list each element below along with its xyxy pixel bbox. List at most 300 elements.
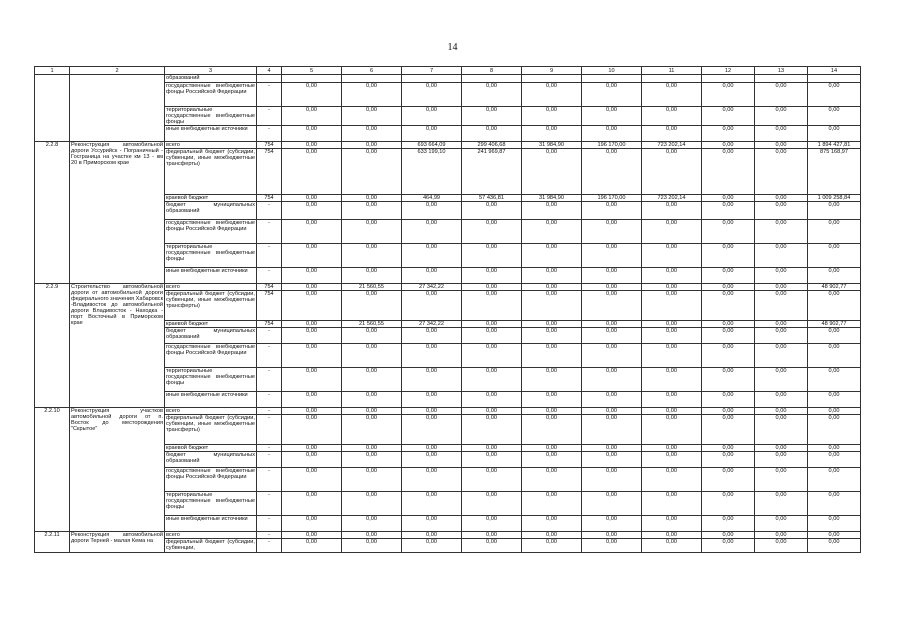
amount-cell: 0,00 bbox=[642, 268, 702, 284]
amount-cell: 0,00 bbox=[702, 83, 755, 107]
amount-cell: 27 342,22 bbox=[402, 321, 462, 328]
amount-cell: 0,00 bbox=[522, 392, 582, 408]
amount-cell: 0,00 bbox=[462, 452, 522, 468]
amount-cell: 0,00 bbox=[642, 126, 702, 142]
amount-cell: 0,00 bbox=[282, 445, 342, 452]
amount-cell: 0,00 bbox=[642, 291, 702, 321]
amount-cell: 0,00 bbox=[342, 532, 402, 539]
amount-cell: 0,00 bbox=[402, 532, 462, 539]
amount-cell: 0,00 bbox=[462, 539, 522, 553]
amount-cell: 0,00 bbox=[582, 392, 642, 408]
item-name: Реконструкция автомобильной дороги Уссурийск - Пограничный - Госграница на участке км 13 - км 20 в Приморском крае bbox=[70, 142, 165, 284]
amount-cell: 0,00 bbox=[342, 368, 402, 392]
amount-cell: 0,00 bbox=[462, 321, 522, 328]
executor-code: - bbox=[257, 344, 282, 368]
amount-cell: 0,00 bbox=[342, 539, 402, 553]
amount-cell: 0,00 bbox=[755, 408, 808, 415]
amount-cell: 241 969,87 bbox=[462, 149, 522, 195]
amount-cell: 723 202,14 bbox=[642, 142, 702, 149]
amount-cell: 196 170,00 bbox=[582, 142, 642, 149]
amount-cell: 0,00 bbox=[402, 202, 462, 220]
amount-cell: 0,00 bbox=[522, 220, 582, 244]
executor-code: - bbox=[257, 408, 282, 415]
amount-cell: 0,00 bbox=[402, 244, 462, 268]
col-header: 1 bbox=[35, 67, 70, 75]
col-header: 11 bbox=[642, 67, 702, 75]
amount-cell: 0,00 bbox=[582, 220, 642, 244]
amount-cell: 0,00 bbox=[282, 142, 342, 149]
col-header: 3 bbox=[165, 67, 257, 75]
item-index: 2.2.10 bbox=[35, 408, 70, 532]
amount-cell: 723 202,14 bbox=[642, 195, 702, 202]
amount-cell: 0,00 bbox=[462, 284, 522, 291]
amount-cell: 0,00 bbox=[282, 107, 342, 126]
amount-cell: 31 984,90 bbox=[522, 195, 582, 202]
col-header: 5 bbox=[282, 67, 342, 75]
col-header: 4 bbox=[257, 67, 282, 75]
funding-source: образований bbox=[165, 75, 257, 83]
amount-cell: 0,00 bbox=[282, 468, 342, 492]
amount-cell: 0,00 bbox=[755, 291, 808, 321]
amount-cell: 0,00 bbox=[808, 328, 861, 344]
amount-cell bbox=[522, 75, 582, 83]
funding-source: бюджет муниципальных образований bbox=[165, 452, 257, 468]
amount-cell: 0,00 bbox=[402, 452, 462, 468]
amount-cell: 0,00 bbox=[282, 244, 342, 268]
amount-cell: 0,00 bbox=[462, 516, 522, 532]
amount-cell: 0,00 bbox=[582, 468, 642, 492]
amount-cell: 0,00 bbox=[808, 202, 861, 220]
amount-cell: 0,00 bbox=[402, 516, 462, 532]
amount-cell: 0,00 bbox=[582, 328, 642, 344]
executor-code: - bbox=[257, 220, 282, 244]
amount-cell: 0,00 bbox=[702, 392, 755, 408]
amount-cell: 0,00 bbox=[642, 392, 702, 408]
amount-cell: 0,00 bbox=[755, 83, 808, 107]
amount-cell: 0,00 bbox=[755, 244, 808, 268]
amount-cell: 0,00 bbox=[702, 126, 755, 142]
amount-cell: 0,00 bbox=[702, 368, 755, 392]
amount-cell: 0,00 bbox=[462, 244, 522, 268]
table-row bbox=[35, 142, 861, 149]
amount-cell: 0,00 bbox=[282, 149, 342, 195]
amount-cell bbox=[342, 75, 402, 83]
amount-cell: 0,00 bbox=[522, 107, 582, 126]
amount-cell: 0,00 bbox=[702, 142, 755, 149]
amount-cell: 0,00 bbox=[582, 368, 642, 392]
executor-code: - bbox=[257, 202, 282, 220]
amount-cell: 0,00 bbox=[642, 321, 702, 328]
amount-cell: 0,00 bbox=[702, 195, 755, 202]
amount-cell: 0,00 bbox=[808, 516, 861, 532]
amount-cell: 693 664,09 bbox=[402, 142, 462, 149]
amount-cell: 0,00 bbox=[702, 202, 755, 220]
amount-cell: 0,00 bbox=[642, 328, 702, 344]
amount-cell: 0,00 bbox=[702, 516, 755, 532]
amount-cell: 0,00 bbox=[582, 268, 642, 284]
amount-cell: 0,00 bbox=[642, 344, 702, 368]
amount-cell: 0,00 bbox=[462, 126, 522, 142]
amount-cell: 0,00 bbox=[702, 492, 755, 516]
funding-source: всего bbox=[165, 142, 257, 149]
amount-cell: 0,00 bbox=[402, 415, 462, 445]
amount-cell: 0,00 bbox=[642, 408, 702, 415]
amount-cell: 0,00 bbox=[522, 321, 582, 328]
executor-code: - bbox=[257, 83, 282, 107]
amount-cell: 0,00 bbox=[342, 468, 402, 492]
amount-cell: 0,00 bbox=[642, 532, 702, 539]
item-name: Строительство автомобильной дороги от автомобильной дороги федерального значения Хабаровск -Владивосток до автомобильной дороги Владивосток - Находка - порт Восточный в Приморском крае bbox=[70, 284, 165, 408]
amount-cell: 0,00 bbox=[282, 368, 342, 392]
amount-cell: 0,00 bbox=[702, 220, 755, 244]
executor-code: - bbox=[257, 516, 282, 532]
amount-cell: 0,00 bbox=[808, 344, 861, 368]
amount-cell: 0,00 bbox=[342, 445, 402, 452]
amount-cell: 0,00 bbox=[282, 392, 342, 408]
amount-cell: 0,00 bbox=[808, 445, 861, 452]
funding-source: государственные внебюджетные фонды Российской Федерации bbox=[165, 83, 257, 107]
amount-cell: 1 894 427,81 bbox=[808, 142, 861, 149]
amount-cell: 0,00 bbox=[808, 408, 861, 415]
amount-cell: 48 902,77 bbox=[808, 284, 861, 291]
amount-cell: 0,00 bbox=[342, 107, 402, 126]
executor-code: - bbox=[257, 532, 282, 539]
executor-code: 754 bbox=[257, 195, 282, 202]
amount-cell: 0,00 bbox=[282, 284, 342, 291]
amount-cell: 0,00 bbox=[702, 291, 755, 321]
amount-cell: 0,00 bbox=[522, 539, 582, 553]
amount-cell: 0,00 bbox=[462, 415, 522, 445]
amount-cell: 0,00 bbox=[808, 532, 861, 539]
amount-cell: 0,00 bbox=[462, 344, 522, 368]
amount-cell bbox=[402, 75, 462, 83]
amount-cell: 0,00 bbox=[282, 126, 342, 142]
amount-cell: 0,00 bbox=[808, 126, 861, 142]
amount-cell: 0,00 bbox=[402, 539, 462, 553]
amount-cell: 0,00 bbox=[808, 291, 861, 321]
amount-cell: 633 199,10 bbox=[402, 149, 462, 195]
amount-cell: 0,00 bbox=[342, 268, 402, 284]
amount-cell: 0,00 bbox=[522, 532, 582, 539]
amount-cell: 0,00 bbox=[755, 344, 808, 368]
amount-cell: 0,00 bbox=[702, 268, 755, 284]
amount-cell: 0,00 bbox=[582, 284, 642, 291]
amount-cell: 0,00 bbox=[755, 284, 808, 291]
amount-cell: 0,00 bbox=[755, 220, 808, 244]
amount-cell: 0,00 bbox=[582, 321, 642, 328]
amount-cell: 0,00 bbox=[582, 149, 642, 195]
amount-cell: 0,00 bbox=[755, 392, 808, 408]
amount-cell: 0,00 bbox=[702, 532, 755, 539]
funding-source: государственные внебюджетные фонды Российской Федерации bbox=[165, 220, 257, 244]
amount-cell: 0,00 bbox=[402, 344, 462, 368]
amount-cell: 0,00 bbox=[808, 392, 861, 408]
item-index bbox=[35, 75, 70, 142]
amount-cell: 0,00 bbox=[755, 321, 808, 328]
amount-cell: 0,00 bbox=[342, 202, 402, 220]
amount-cell: 0,00 bbox=[402, 83, 462, 107]
amount-cell: 0,00 bbox=[755, 195, 808, 202]
table-body bbox=[35, 75, 861, 553]
amount-cell bbox=[282, 75, 342, 83]
amount-cell: 0,00 bbox=[642, 244, 702, 268]
amount-cell: 0,00 bbox=[702, 328, 755, 344]
amount-cell: 0,00 bbox=[402, 392, 462, 408]
executor-code: - bbox=[257, 468, 282, 492]
col-header: 9 bbox=[522, 67, 582, 75]
amount-cell: 0,00 bbox=[342, 142, 402, 149]
executor-code: - bbox=[257, 244, 282, 268]
amount-cell: 0,00 bbox=[702, 415, 755, 445]
amount-cell: 31 984,90 bbox=[522, 142, 582, 149]
amount-cell: 0,00 bbox=[642, 368, 702, 392]
amount-cell: 0,00 bbox=[582, 107, 642, 126]
amount-cell: 0,00 bbox=[462, 532, 522, 539]
amount-cell: 0,00 bbox=[342, 244, 402, 268]
amount-cell: 464,99 bbox=[402, 195, 462, 202]
amount-cell: 0,00 bbox=[702, 408, 755, 415]
amount-cell: 0,00 bbox=[402, 268, 462, 284]
amount-cell: 21 560,55 bbox=[342, 284, 402, 291]
amount-cell: 0,00 bbox=[808, 268, 861, 284]
amount-cell: 0,00 bbox=[342, 415, 402, 445]
page-number: 14 bbox=[447, 42, 458, 53]
executor-code: - bbox=[257, 268, 282, 284]
amount-cell: 0,00 bbox=[755, 268, 808, 284]
amount-cell: 0,00 bbox=[808, 539, 861, 553]
amount-cell: 0,00 bbox=[282, 220, 342, 244]
amount-cell: 21 560,55 bbox=[342, 321, 402, 328]
amount-cell: 0,00 bbox=[582, 516, 642, 532]
amount-cell: 0,00 bbox=[808, 368, 861, 392]
amount-cell: 0,00 bbox=[342, 392, 402, 408]
amount-cell: 0,00 bbox=[282, 202, 342, 220]
amount-cell bbox=[462, 75, 522, 83]
amount-cell: 0,00 bbox=[582, 415, 642, 445]
amount-cell: 27 342,22 bbox=[402, 284, 462, 291]
executor-code: 754 bbox=[257, 291, 282, 321]
amount-cell: 0,00 bbox=[522, 126, 582, 142]
amount-cell: 0,00 bbox=[462, 468, 522, 492]
amount-cell: 0,00 bbox=[755, 452, 808, 468]
header-row bbox=[35, 67, 861, 75]
amount-cell: 0,00 bbox=[342, 220, 402, 244]
amount-cell: 0,00 bbox=[402, 220, 462, 244]
amount-cell: 0,00 bbox=[755, 368, 808, 392]
executor-code: - bbox=[257, 415, 282, 445]
amount-cell: 0,00 bbox=[582, 539, 642, 553]
amount-cell: 0,00 bbox=[342, 83, 402, 107]
amount-cell: 0,00 bbox=[702, 149, 755, 195]
amount-cell: 0,00 bbox=[282, 195, 342, 202]
amount-cell: 0,00 bbox=[402, 291, 462, 321]
amount-cell: 0,00 bbox=[342, 516, 402, 532]
amount-cell: 0,00 bbox=[702, 244, 755, 268]
amount-cell: 0,00 bbox=[402, 408, 462, 415]
amount-cell: 0,00 bbox=[755, 492, 808, 516]
item-index: 2.2.9 bbox=[35, 284, 70, 408]
amount-cell bbox=[808, 75, 861, 83]
amount-cell: 0,00 bbox=[702, 445, 755, 452]
amount-cell bbox=[642, 75, 702, 83]
table-row bbox=[35, 532, 861, 539]
executor-code: 754 bbox=[257, 142, 282, 149]
funding-source: бюджет муниципальных образований bbox=[165, 328, 257, 344]
amount-cell: 0,00 bbox=[282, 344, 342, 368]
funding-source: федеральный бюджет (субсидии, субвенции, иные межбюджетные трансферты) bbox=[165, 291, 257, 321]
executor-code: 754 bbox=[257, 321, 282, 328]
executor-code: 754 bbox=[257, 284, 282, 291]
table-row bbox=[35, 284, 861, 291]
amount-cell: 0,00 bbox=[755, 328, 808, 344]
amount-cell: 0,00 bbox=[755, 539, 808, 553]
amount-cell: 0,00 bbox=[342, 291, 402, 321]
executor-code: - bbox=[257, 107, 282, 126]
amount-cell: 0,00 bbox=[808, 83, 861, 107]
amount-cell: 0,00 bbox=[642, 468, 702, 492]
amount-cell: 0,00 bbox=[582, 126, 642, 142]
amount-cell: 0,00 bbox=[582, 291, 642, 321]
item-name bbox=[70, 75, 165, 142]
amount-cell: 0,00 bbox=[522, 83, 582, 107]
amount-cell: 0,00 bbox=[755, 532, 808, 539]
col-header: 6 bbox=[342, 67, 402, 75]
amount-cell: 0,00 bbox=[642, 452, 702, 468]
executor-code: - bbox=[257, 392, 282, 408]
amount-cell: 0,00 bbox=[808, 415, 861, 445]
amount-cell: 0,00 bbox=[642, 220, 702, 244]
executor-code: - bbox=[257, 452, 282, 468]
amount-cell: 0,00 bbox=[702, 539, 755, 553]
amount-cell: 0,00 bbox=[342, 328, 402, 344]
executor-code: - bbox=[257, 126, 282, 142]
amount-cell: 0,00 bbox=[402, 445, 462, 452]
amount-cell: 0,00 bbox=[462, 328, 522, 344]
amount-cell: 0,00 bbox=[702, 468, 755, 492]
funding-source: краевой бюджет bbox=[165, 321, 257, 328]
funding-source: территориальные государственные внебюджетные фонды bbox=[165, 368, 257, 392]
funding-source: бюджет муниципальных образований bbox=[165, 202, 257, 220]
budget-table bbox=[34, 66, 861, 553]
amount-cell: 0,00 bbox=[402, 126, 462, 142]
amount-cell: 0,00 bbox=[342, 408, 402, 415]
amount-cell: 0,00 bbox=[755, 126, 808, 142]
amount-cell: 0,00 bbox=[702, 107, 755, 126]
amount-cell: 0,00 bbox=[522, 291, 582, 321]
amount-cell: 0,00 bbox=[522, 149, 582, 195]
amount-cell: 0,00 bbox=[402, 368, 462, 392]
amount-cell: 0,00 bbox=[582, 408, 642, 415]
amount-cell: 0,00 bbox=[642, 539, 702, 553]
amount-cell: 0,00 bbox=[522, 492, 582, 516]
amount-cell: 0,00 bbox=[582, 244, 642, 268]
funding-source: федеральный бюджет (субсидии, субвенции, иные межбюджетные трансферты) bbox=[165, 415, 257, 445]
amount-cell: 0,00 bbox=[702, 321, 755, 328]
executor-code: - bbox=[257, 492, 282, 516]
amount-cell: 0,00 bbox=[462, 220, 522, 244]
col-header: 2 bbox=[70, 67, 165, 75]
amount-cell bbox=[755, 75, 808, 83]
amount-cell: 0,00 bbox=[808, 468, 861, 492]
funding-source: краевой бюджет bbox=[165, 195, 257, 202]
amount-cell: 0,00 bbox=[582, 202, 642, 220]
amount-cell: 0,00 bbox=[582, 83, 642, 107]
amount-cell: 0,00 bbox=[522, 344, 582, 368]
amount-cell: 0,00 bbox=[462, 408, 522, 415]
funding-source: иные внебюджетные источники bbox=[165, 392, 257, 408]
amount-cell: 0,00 bbox=[808, 107, 861, 126]
amount-cell: 0,00 bbox=[522, 516, 582, 532]
amount-cell: 0,00 bbox=[642, 149, 702, 195]
amount-cell: 0,00 bbox=[582, 344, 642, 368]
amount-cell: 0,00 bbox=[582, 445, 642, 452]
table-row bbox=[35, 75, 861, 83]
amount-cell: 299 406,68 bbox=[462, 142, 522, 149]
funding-source: всего bbox=[165, 284, 257, 291]
executor-code bbox=[257, 75, 282, 83]
amount-cell: 0,00 bbox=[702, 452, 755, 468]
amount-cell: 0,00 bbox=[642, 445, 702, 452]
amount-cell: 0,00 bbox=[282, 415, 342, 445]
funding-source: государственные внебюджетные фонды Российской Федерации bbox=[165, 344, 257, 368]
amount-cell: 0,00 bbox=[462, 107, 522, 126]
amount-cell: 0,00 bbox=[642, 107, 702, 126]
amount-cell: 0,00 bbox=[702, 344, 755, 368]
col-header: 10 bbox=[582, 67, 642, 75]
amount-cell: 0,00 bbox=[342, 344, 402, 368]
amount-cell: 0,00 bbox=[462, 202, 522, 220]
col-header: 13 bbox=[755, 67, 808, 75]
item-name: Реконструкция автомобильной дороги Терней - малая Кема на bbox=[70, 532, 165, 553]
amount-cell: 0,00 bbox=[522, 268, 582, 284]
amount-cell: 0,00 bbox=[522, 328, 582, 344]
amount-cell: 0,00 bbox=[522, 368, 582, 392]
amount-cell: 0,00 bbox=[282, 83, 342, 107]
amount-cell: 1 009 258,84 bbox=[808, 195, 861, 202]
amount-cell: 0,00 bbox=[522, 415, 582, 445]
amount-cell: 0,00 bbox=[282, 408, 342, 415]
amount-cell: 0,00 bbox=[755, 107, 808, 126]
amount-cell: 0,00 bbox=[808, 220, 861, 244]
amount-cell: 0,00 bbox=[282, 539, 342, 553]
amount-cell: 0,00 bbox=[642, 284, 702, 291]
amount-cell: 0,00 bbox=[462, 492, 522, 516]
amount-cell: 0,00 bbox=[702, 284, 755, 291]
amount-cell: 0,00 bbox=[522, 244, 582, 268]
executor-code: - bbox=[257, 539, 282, 553]
item-index: 2.2.11 bbox=[35, 532, 70, 553]
amount-cell: 0,00 bbox=[522, 468, 582, 492]
amount-cell: 0,00 bbox=[462, 291, 522, 321]
amount-cell: 0,00 bbox=[462, 83, 522, 107]
amount-cell: 0,00 bbox=[342, 492, 402, 516]
executor-code: - bbox=[257, 328, 282, 344]
amount-cell: 57 436,81 bbox=[462, 195, 522, 202]
amount-cell: 0,00 bbox=[402, 492, 462, 516]
amount-cell: 0,00 bbox=[522, 202, 582, 220]
amount-cell: 0,00 bbox=[642, 492, 702, 516]
amount-cell: 0,00 bbox=[522, 445, 582, 452]
amount-cell: 0,00 bbox=[282, 516, 342, 532]
amount-cell: 0,00 bbox=[282, 492, 342, 516]
amount-cell: 0,00 bbox=[522, 284, 582, 291]
amount-cell: 0,00 bbox=[755, 415, 808, 445]
amount-cell: 0,00 bbox=[342, 149, 402, 195]
amount-cell: 0,00 bbox=[342, 195, 402, 202]
col-header: 8 bbox=[462, 67, 522, 75]
funding-source: иные внебюджетные источники bbox=[165, 268, 257, 284]
executor-code: - bbox=[257, 445, 282, 452]
